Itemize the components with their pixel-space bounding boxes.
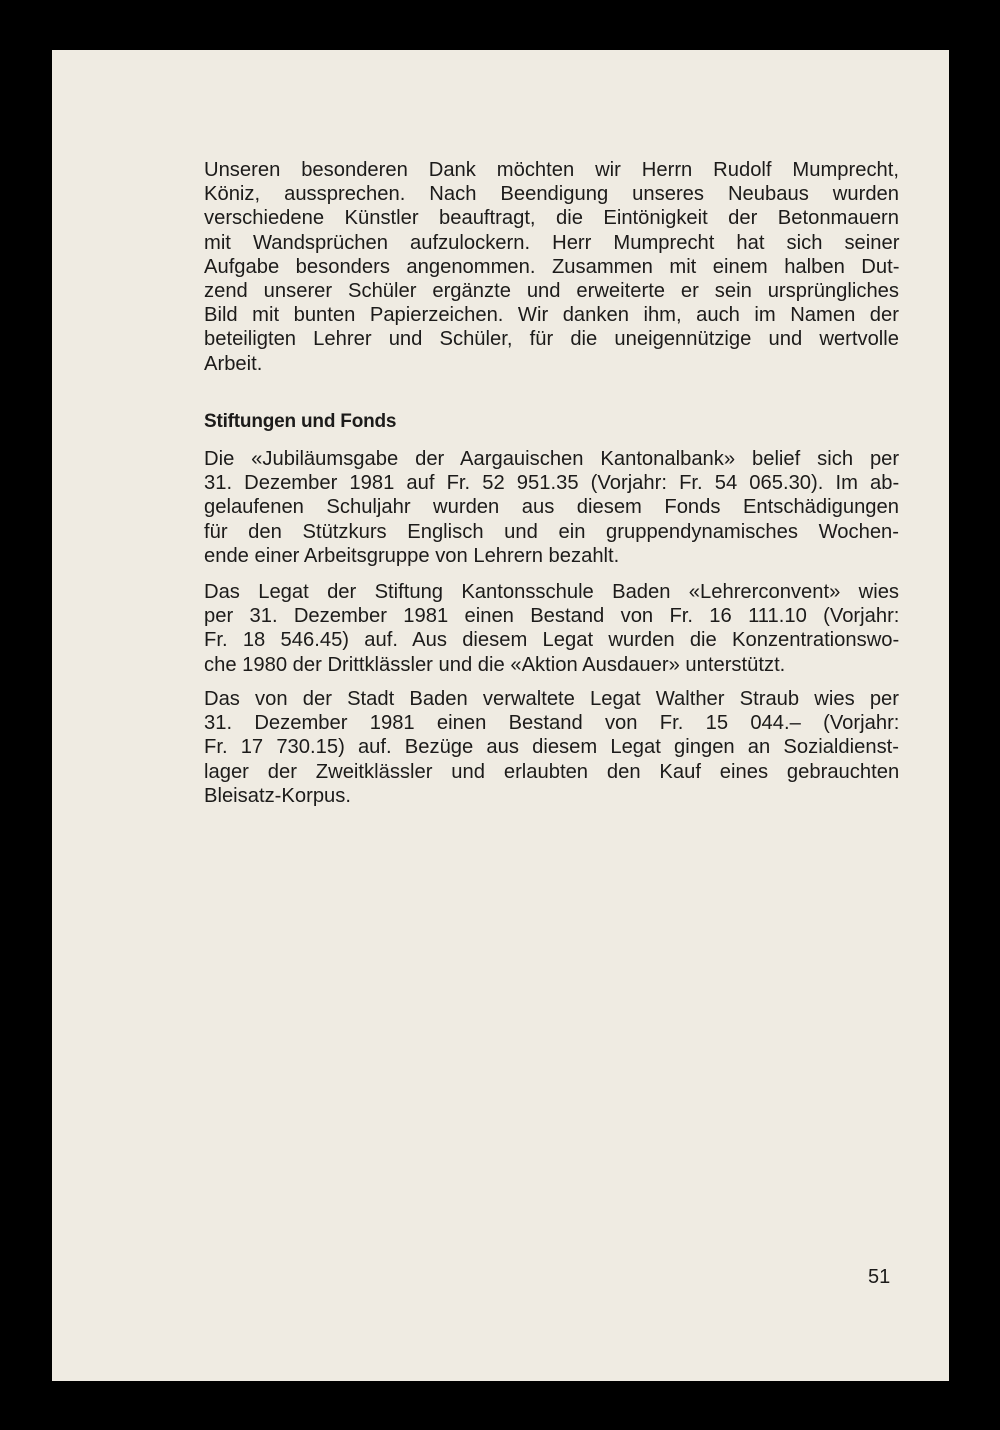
page-number: 51 <box>868 1266 891 1288</box>
text-line: 31. Dezember 1981 auf Fr. 52 951.35 (Vorjahr: Fr. 54 065.30). Im ab- <box>204 472 900 495</box>
text-line: per 31. Dezember 1981 einen Bestand von Fr. 16 111.10 (Vorjahr: <box>204 605 900 628</box>
text-line: lager der Zweitklässler und erlaubten den Kauf eines gebrauchten <box>204 760 900 783</box>
text-line: Das von der Stadt Baden verwaltete Legat Walther Straub wies per <box>204 688 899 710</box>
paragraph-legat-lehrerconvent <box>204 580 899 677</box>
text-line: Köniz, aussprechen. Nach Beendigung unseres Neubaus wurden <box>204 183 899 206</box>
text-line: 31. Dezember 1981 einen Bestand von Fr. 15 044.– (Vorjahr: <box>204 712 900 735</box>
text-line: gelaufenen Schuljahr wurden aus diesem Fonds Entschädigungen <box>204 496 899 519</box>
section-heading: Stiftungen und Fonds <box>204 411 397 432</box>
text-line: zend unserer Schüler ergänzte und erweiterte er sein ursprüngliches <box>204 280 899 303</box>
text-line: Arbeit. <box>204 352 263 375</box>
text-line: Aufgabe besonders angenommen. Zusammen mit einem halben Dut- <box>204 255 900 278</box>
text-line: Bleisatz-Korpus. <box>204 784 351 807</box>
text-line: Bild mit bunten Papierzeichen. Wir danken ihm, auch im Namen der <box>204 304 899 327</box>
paragraph-legat-straub <box>204 687 899 808</box>
text-line: Unseren besonderen Dank möchten wir Herrn Rudolf Mumprecht, <box>204 159 899 181</box>
text-line: mit Wandsprüchen aufzulockern. Herr Mumprecht hat sich seiner <box>204 231 900 254</box>
text-line: Fr. 17 730.15) auf. Bezüge aus diesem Legat gingen an Sozialdienst- <box>204 736 899 759</box>
text-line: Das Legat der Stiftung Kantonsschule Baden «Lehrerconvent» wies <box>204 581 900 603</box>
text-line: che 1980 der Drittklässler und die «Aktion Ausdauer» unterstützt. <box>204 653 786 676</box>
text-line: Fr. 18 546.45) auf. Aus diesem Legat wurden die Konzentrationswo- <box>204 629 900 652</box>
text-line: verschiedene Künstler beauftragt, die Eintönigkeit der Betonmauern <box>204 207 899 230</box>
paragraph-thanks <box>204 158 899 376</box>
text-line: für den Stützkurs Englisch und ein gruppendynamisches Wochen- <box>204 520 899 543</box>
document-page <box>52 50 949 1381</box>
paragraph-jubilaeum <box>204 447 899 568</box>
text-line: beteiligten Lehrer und Schüler, für die uneigennützige und wertvolle <box>204 328 899 351</box>
text-line: Die «Jubiläumsgabe der Aargauischen Kantonalbank» belief sich per <box>204 448 900 470</box>
text-line: ende einer Arbeitsgruppe von Lehrern bezahlt. <box>204 544 620 567</box>
